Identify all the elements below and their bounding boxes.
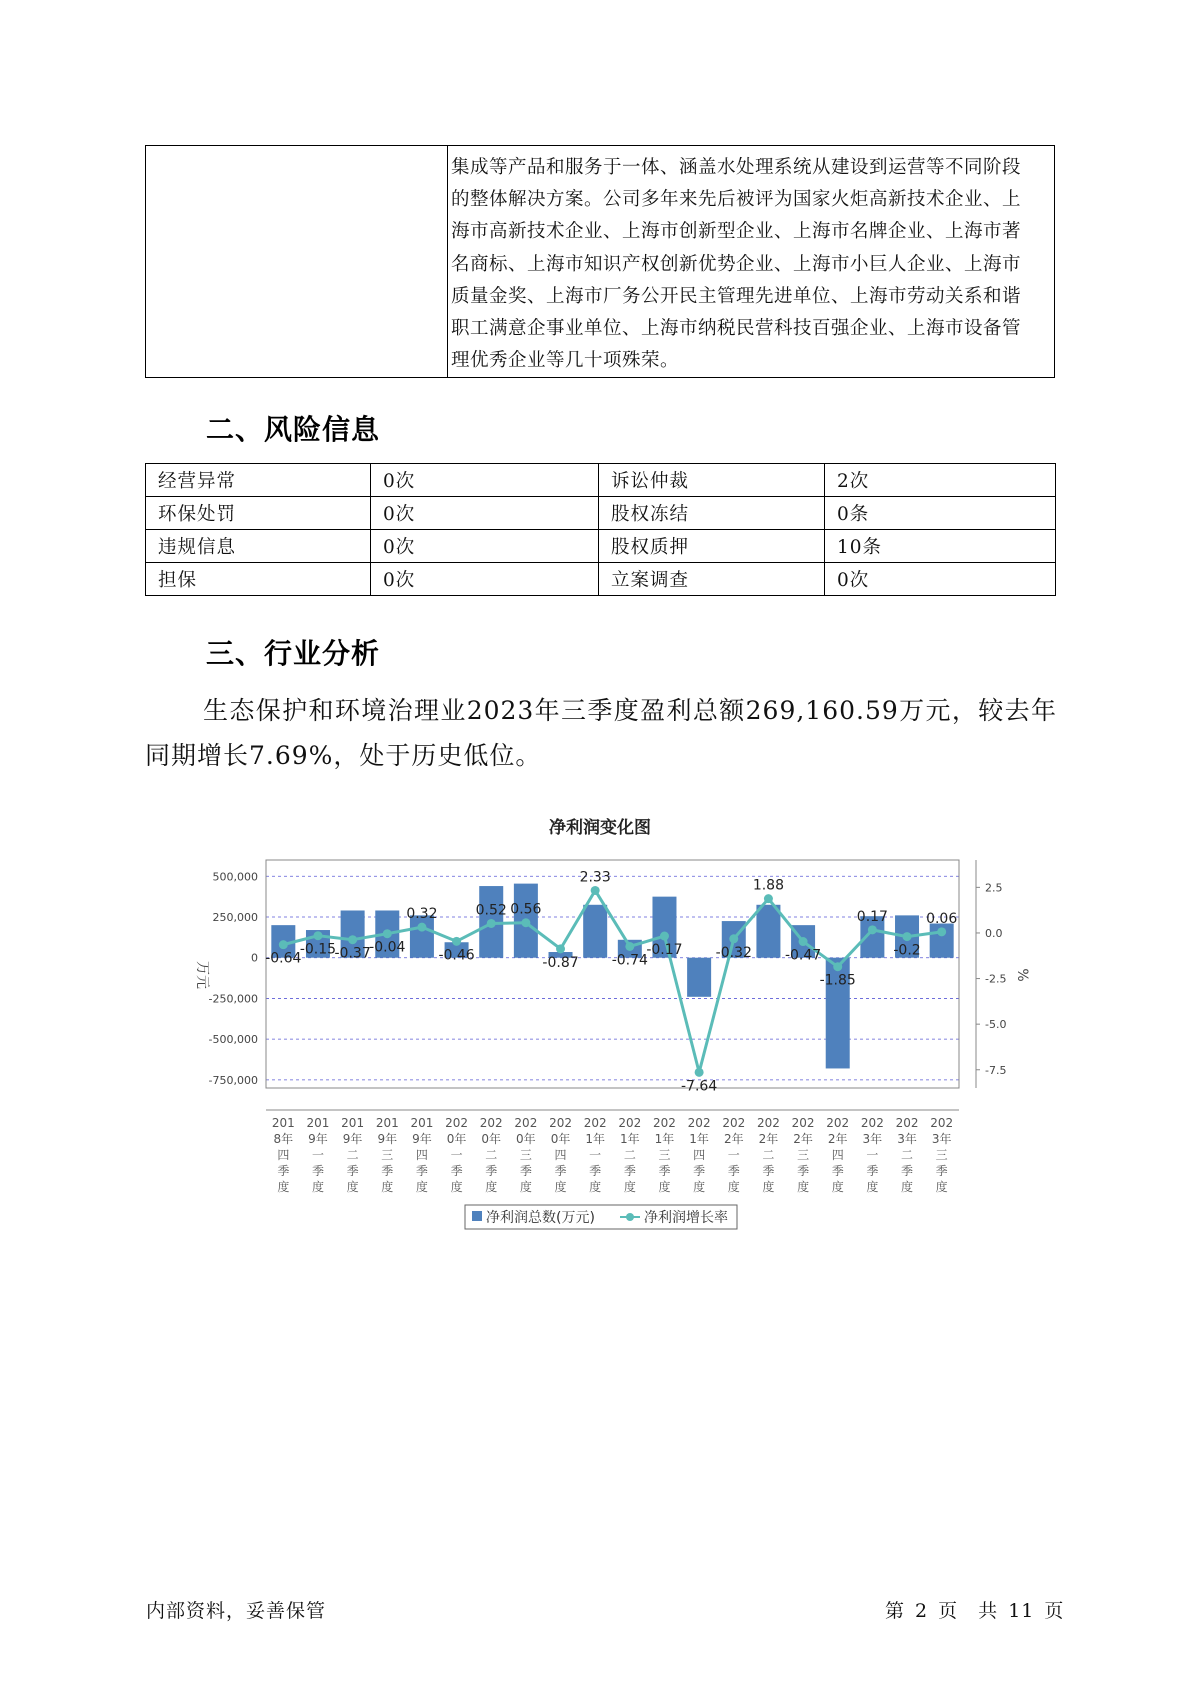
data-point — [625, 942, 634, 951]
x-tick-label: 二 — [901, 1148, 914, 1162]
left-axis-label: 万元 — [194, 961, 210, 989]
x-tick-label: 一 — [450, 1148, 463, 1162]
x-tick-label: 季 — [762, 1164, 775, 1178]
industry-analysis-paragraph: 生态保护和环境治理业2023年三季度盈利总额269,160.59万元，较去年同期增长7.69%，处于历史低位。 — [145, 696, 1057, 770]
x-tick-label: 季 — [901, 1164, 914, 1178]
legend-bar-label: 净利润总数(万元) — [486, 1210, 595, 1226]
data-point — [764, 894, 773, 903]
company-intro-table — [145, 145, 1055, 378]
x-tick-label: 3年 — [931, 1132, 952, 1146]
x-tick-label: 季 — [693, 1164, 706, 1178]
data-label: 1.88 — [752, 877, 785, 894]
x-tick-label: 202 — [618, 1116, 642, 1130]
x-tick-label: 一 — [727, 1148, 740, 1162]
data-point — [417, 923, 426, 932]
x-tick-label: 3年 — [862, 1132, 883, 1146]
risk-value: 0次 — [371, 563, 599, 596]
intro-line: 名商标、上海市知识产权创新优势企业、上海市小巨人企业、上海市 — [451, 253, 1022, 275]
intro-line: 理优秀企业等几十项殊荣。 — [451, 350, 680, 372]
risk-value: 0条 — [825, 497, 1056, 530]
x-tick-label: 202 — [895, 1116, 919, 1130]
data-label: -0.15 — [299, 941, 337, 958]
x-tick-label: 四 — [831, 1148, 844, 1162]
x-tick-label: 季 — [381, 1164, 394, 1178]
risk-value: 2次 — [825, 464, 1056, 497]
data-label: -0.2 — [893, 942, 921, 959]
x-tick-label: 度 — [727, 1180, 740, 1194]
x-tick-label: 9年 — [342, 1132, 363, 1146]
right-tick-label: -2.5 — [985, 972, 1007, 986]
left-tick-label: 500,000 — [212, 870, 258, 884]
data-label: 0.06 — [926, 910, 958, 927]
x-tick-label: 二 — [485, 1148, 498, 1162]
data-point — [660, 932, 669, 941]
risk-value: 0次 — [371, 530, 599, 563]
x-tick-label: 3年 — [897, 1132, 917, 1146]
x-tick-label: 度 — [797, 1180, 810, 1194]
x-tick-label: 度 — [381, 1180, 394, 1194]
data-point — [348, 935, 357, 944]
data-label: 0.32 — [406, 906, 438, 923]
bar — [756, 905, 780, 958]
risk-label: 股权质押 — [599, 530, 825, 563]
x-tick-label: 二 — [346, 1148, 359, 1162]
risk-value: 0次 — [371, 464, 599, 497]
x-tick-label: 三 — [935, 1148, 948, 1162]
data-label: -0.46 — [438, 947, 475, 964]
data-label: -7.64 — [681, 1078, 718, 1095]
x-tick-label: 度 — [519, 1180, 532, 1194]
x-tick-label: 度 — [311, 1180, 324, 1194]
intro-line: 的整体解决方案。公司多年来先后被评为国家火炬高新技术企业、上 — [451, 189, 1022, 211]
x-tick-label: 一 — [866, 1148, 879, 1162]
data-point — [903, 932, 912, 941]
data-point — [313, 931, 322, 940]
x-tick-label: 0年 — [516, 1132, 536, 1146]
data-point — [799, 937, 808, 946]
data-label: -0.47 — [784, 947, 822, 964]
x-tick-label: 202 — [687, 1116, 711, 1130]
data-point — [591, 886, 600, 895]
x-tick-label: 202 — [826, 1116, 850, 1130]
risk-label: 立案调查 — [599, 563, 825, 596]
right-axis-ticks — [976, 881, 1006, 1076]
x-tick-label: 9年 — [412, 1132, 432, 1146]
left-tick-label: 0 — [251, 951, 258, 965]
left-axis-ticks — [209, 870, 258, 1087]
x-tick-label: 0年 — [446, 1132, 467, 1146]
right-tick-label: 2.5 — [985, 881, 1003, 895]
x-tick-label: 度 — [693, 1180, 706, 1194]
right-tick-label: 0.0 — [985, 926, 1003, 940]
right-tick-label: -7.5 — [985, 1063, 1007, 1077]
x-tick-label: 季 — [554, 1164, 567, 1178]
x-tick-label: 季 — [519, 1164, 532, 1178]
intro-line: 职工满意企事业单位、上海市纳税民营科技百强企业、上海市设备管 — [451, 318, 1022, 340]
x-tick-label: 2年 — [827, 1132, 848, 1146]
x-tick-label: 度 — [623, 1180, 636, 1194]
table-row — [146, 530, 1056, 563]
x-tick-label: 202 — [653, 1116, 676, 1130]
x-tick-label: 三 — [519, 1148, 532, 1162]
x-tick-label: 季 — [415, 1164, 428, 1178]
x-tick-label: 一 — [589, 1148, 602, 1162]
left-tick-label: -250,000 — [208, 992, 258, 1006]
x-tick-label: 202 — [479, 1116, 503, 1130]
x-tick-label: 季 — [658, 1164, 671, 1178]
x-tick-label: 季 — [277, 1164, 290, 1178]
x-tick-label: 季 — [589, 1164, 602, 1178]
x-tick-label: 201 — [375, 1116, 399, 1130]
net-profit-chart — [180, 805, 1030, 1265]
x-tick-label: 202 — [860, 1116, 884, 1130]
x-tick-label: 2年 — [723, 1132, 744, 1146]
data-label: 2.33 — [579, 869, 611, 886]
intro-line: 海市高新技术企业、上海市创新型企业、上海市名牌企业、上海市著 — [451, 221, 1022, 243]
x-tick-label: 1年 — [654, 1132, 675, 1146]
x-tick-label: 1年 — [689, 1132, 709, 1146]
data-label: -0.17 — [646, 942, 683, 959]
x-tick-label: 0年 — [481, 1132, 502, 1146]
data-label: -0.64 — [265, 950, 302, 967]
section-heading-industry: 三、行业分析 — [206, 637, 381, 670]
legend-line-label: 净利润增长率 — [644, 1210, 728, 1226]
data-point — [556, 944, 565, 953]
x-tick-label: 季 — [831, 1164, 844, 1178]
risk-value: 0次 — [825, 563, 1056, 596]
section-heading-risk: 二、风险信息 — [206, 413, 381, 446]
x-tick-label: 季 — [727, 1164, 740, 1178]
x-tick-label: 9年 — [308, 1132, 328, 1146]
risk-value: 10条 — [825, 530, 1056, 563]
x-tick-label: 度 — [277, 1180, 290, 1194]
data-label: -0.04 — [369, 939, 406, 956]
risk-label: 经营异常 — [146, 464, 371, 497]
x-tick-label: 202 — [549, 1116, 572, 1130]
risk-label: 环保处罚 — [146, 497, 371, 530]
data-label: -0.87 — [542, 954, 579, 971]
x-tick-label: 9年 — [377, 1132, 398, 1146]
x-tick-label: 1年 — [585, 1132, 605, 1146]
data-point — [695, 1068, 704, 1077]
data-point — [833, 962, 842, 971]
right-axis-label: % — [1014, 968, 1030, 982]
x-tick-label: 201 — [271, 1116, 295, 1130]
x-tick-label: 度 — [658, 1180, 671, 1194]
intro-line: 质量金奖、上海市厂务公开民主管理先进单位、上海市劳动关系和谐 — [451, 285, 1022, 307]
x-tick-label: 四 — [554, 1148, 567, 1162]
chart-legend — [465, 1205, 737, 1229]
x-tick-label: 三 — [797, 1148, 810, 1162]
intro-text-cell — [448, 146, 1055, 378]
data-point — [487, 919, 496, 928]
x-tick-label: 度 — [485, 1180, 498, 1194]
left-tick-label: -750,000 — [208, 1073, 258, 1087]
data-label: -0.74 — [611, 952, 648, 969]
data-label: -0.37 — [334, 945, 371, 962]
x-tick-label: 202 — [514, 1116, 538, 1130]
footer-confidential-note: 内部资料，妥善保管 — [146, 1600, 327, 1622]
x-tick-label: 季 — [485, 1164, 498, 1178]
x-tick-label: 一 — [311, 1148, 324, 1162]
data-point — [868, 925, 877, 934]
x-tick-label: 度 — [901, 1180, 914, 1194]
x-tick-label: 2年 — [793, 1132, 813, 1146]
x-tick-label: 季 — [311, 1164, 324, 1178]
risk-value: 0次 — [371, 497, 599, 530]
x-tick-label: 季 — [623, 1164, 636, 1178]
x-tick-label: 度 — [831, 1180, 844, 1194]
data-point — [279, 940, 288, 949]
x-tick-label: 202 — [756, 1116, 780, 1130]
data-point — [383, 929, 392, 938]
x-tick-label: 201 — [306, 1116, 330, 1130]
data-point — [937, 927, 946, 936]
x-tick-label: 202 — [445, 1116, 469, 1130]
x-tick-label: 三 — [381, 1148, 394, 1162]
data-label: -0.32 — [715, 944, 752, 961]
left-tick-label: -500,000 — [208, 1033, 258, 1047]
risk-info-table — [145, 463, 1056, 596]
x-tick-label: 季 — [797, 1164, 810, 1178]
data-label: 0.56 — [510, 901, 542, 918]
x-tick-label: 1年 — [620, 1132, 640, 1146]
risk-label: 担保 — [146, 563, 371, 596]
footer-page-number: 第 2 页 共 11 页 — [885, 1600, 1065, 1622]
x-tick-label: 度 — [935, 1180, 948, 1194]
x-tick-label: 四 — [415, 1148, 428, 1162]
bar — [687, 958, 711, 997]
data-label: 0.17 — [856, 908, 888, 925]
x-tick-label: 201 — [410, 1116, 434, 1130]
x-tick-label: 202 — [722, 1116, 746, 1130]
legend-bar-swatch — [472, 1211, 482, 1221]
intro-label-cell — [146, 146, 448, 378]
x-tick-label: 202 — [791, 1116, 815, 1130]
x-tick-label: 二 — [762, 1148, 775, 1162]
x-tick-label: 季 — [935, 1164, 948, 1178]
x-tick-label: 度 — [866, 1180, 879, 1194]
data-point — [521, 918, 530, 927]
data-point — [729, 934, 738, 943]
data-label: -1.85 — [819, 972, 856, 989]
x-tick-label: 0年 — [550, 1132, 571, 1146]
x-tick-label: 度 — [450, 1180, 463, 1194]
x-tick-label: 三 — [658, 1148, 671, 1162]
risk-label: 诉讼仲裁 — [599, 464, 825, 497]
x-tick-label: 2年 — [758, 1132, 779, 1146]
x-tick-label: 季 — [450, 1164, 463, 1178]
x-tick-label: 8年 — [273, 1132, 294, 1146]
line-series — [265, 869, 957, 1094]
table-row — [146, 497, 1056, 530]
chart-title: 净利润变化图 — [549, 818, 651, 838]
x-tick-label: 度 — [415, 1180, 428, 1194]
table-row — [146, 464, 1056, 497]
risk-label: 股权冻结 — [599, 497, 825, 530]
x-tick-label: 201 — [341, 1116, 365, 1130]
x-tick-label: 度 — [346, 1180, 359, 1194]
x-tick-label: 四 — [693, 1148, 706, 1162]
legend-line-marker — [626, 1213, 634, 1221]
risk-label: 违规信息 — [146, 530, 371, 563]
intro-line: 集成等产品和服务于一体、涵盖水处理系统从建设到运营等不同阶段 — [451, 157, 1022, 178]
x-tick-label: 202 — [930, 1116, 954, 1130]
x-tick-label: 度 — [554, 1180, 567, 1194]
x-tick-label: 季 — [346, 1164, 359, 1178]
x-tick-label: 度 — [589, 1180, 602, 1194]
data-point — [452, 937, 461, 946]
x-tick-label: 四 — [277, 1148, 290, 1162]
x-tick-label: 202 — [583, 1116, 607, 1130]
left-tick-label: 250,000 — [212, 911, 258, 924]
table-row — [146, 563, 1056, 596]
right-tick-label: -5.0 — [985, 1018, 1007, 1032]
x-tick-label: 季 — [866, 1164, 879, 1178]
x-category-labels — [272, 1116, 953, 1194]
x-tick-label: 度 — [762, 1180, 775, 1194]
bar — [583, 905, 607, 958]
x-tick-label: 二 — [623, 1148, 636, 1162]
data-label: 0.52 — [475, 902, 507, 919]
